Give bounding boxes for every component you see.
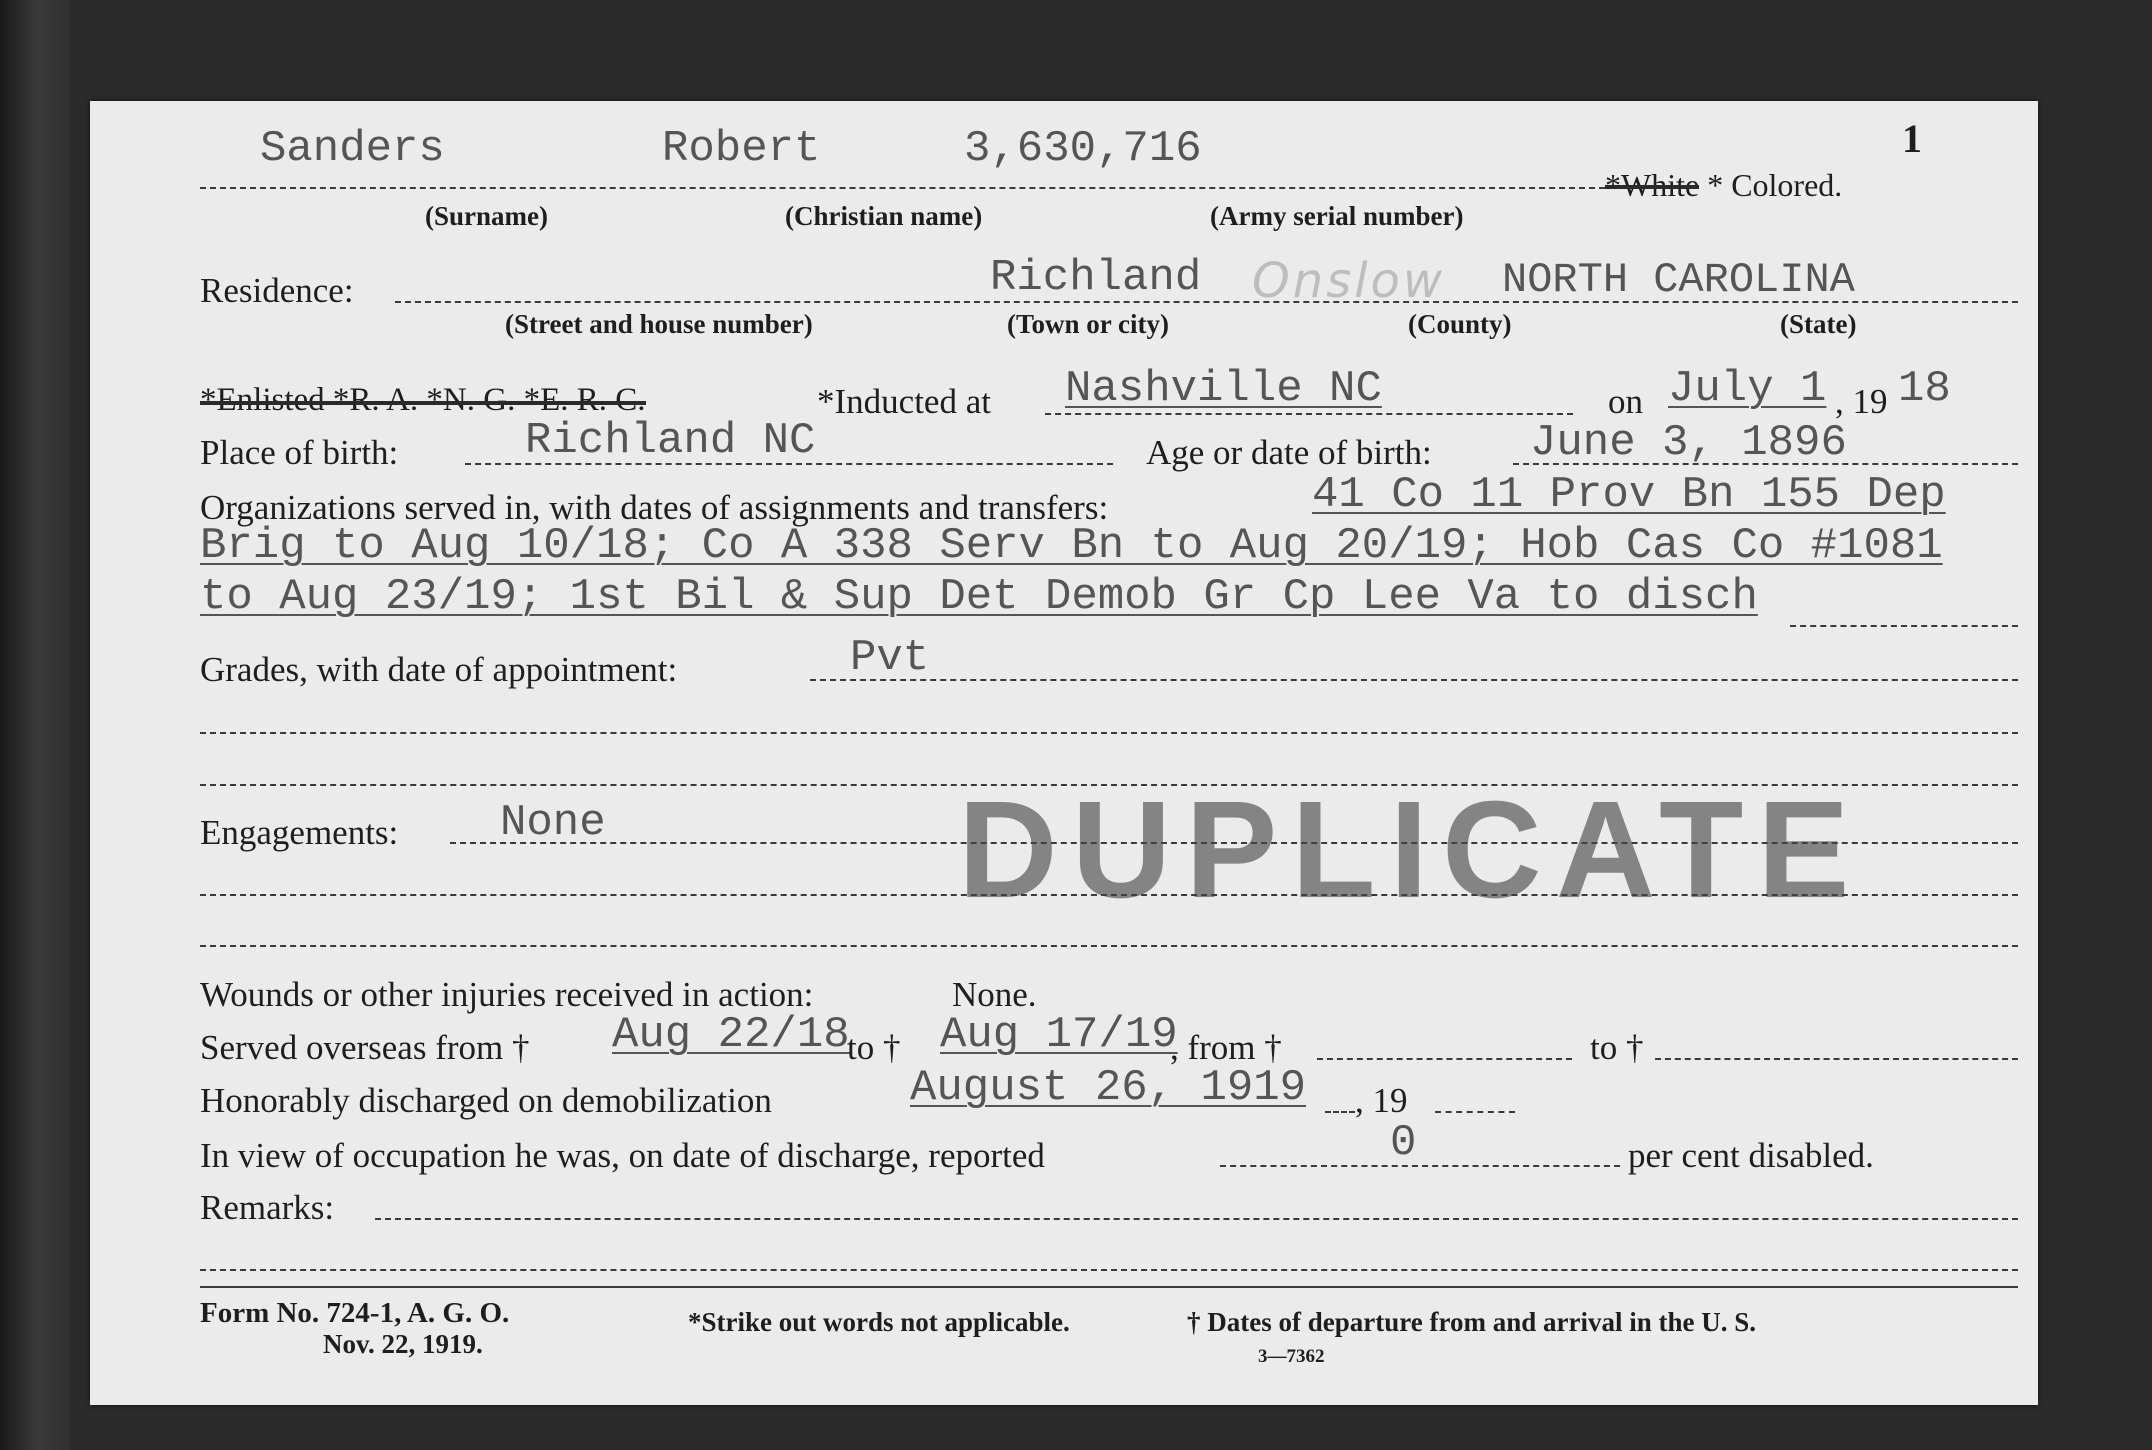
- disability-label: In view of occupation he was, on date of discharge, reported: [200, 1136, 1045, 1175]
- grades-rule-2: [200, 732, 2018, 734]
- overseas-from-date: Aug 22/18: [612, 1010, 850, 1060]
- discharge-rule: [1325, 1111, 1355, 1113]
- surname-value: Sanders: [260, 124, 445, 174]
- induction-year-prefix: , 19: [1835, 382, 1888, 421]
- residence-town: Richland: [990, 253, 1202, 303]
- footer-rule: [200, 1286, 2018, 1288]
- strike-note: *Strike out words not applicable.: [688, 1307, 1070, 1337]
- organizations-line-2: Brig to Aug 10/18; Co A 338 Serv Bn to Aug 20/19; Hob Cas Co #1081: [200, 521, 1943, 571]
- grades-value: Pvt: [850, 633, 930, 683]
- discharge-year-prefix: , 19: [1355, 1081, 1408, 1120]
- on-label: on: [1608, 382, 1643, 421]
- disability-suffix: per cent disabled.: [1628, 1136, 1874, 1175]
- induction-year-suffix: 18: [1898, 364, 1951, 414]
- print-code: 3—7362: [1258, 1346, 1325, 1367]
- discharge-label: Honorably discharged on demobilization: [200, 1081, 772, 1120]
- overseas-label: Served overseas from †: [200, 1028, 530, 1067]
- form-number: Form No. 724-1, A. G. O.: [200, 1297, 510, 1329]
- street-caption: (Street and house number): [505, 309, 813, 339]
- overseas-from-rule-2: [1317, 1058, 1572, 1060]
- engagements-value: None: [500, 798, 606, 848]
- serial-number-caption: (Army serial number): [1210, 201, 1464, 231]
- engagements-label: Engagements:: [200, 813, 399, 852]
- overseas-to-label: to †: [847, 1028, 901, 1067]
- organizations-line-3: to Aug 23/19; 1st Bil & Sup Det Demob Gr Cp Lee Va to disch: [200, 572, 1758, 622]
- remarks-rule-2: [200, 1269, 2018, 1271]
- town-caption: (Town or city): [1007, 309, 1169, 339]
- overseas-to-label-2: to †: [1590, 1028, 1644, 1067]
- disability-value: 0: [1390, 1118, 1417, 1168]
- state-caption: (State): [1780, 309, 1857, 339]
- wounds-value: None.: [952, 975, 1037, 1014]
- grades-label: Grades, with date of appointment:: [200, 650, 678, 689]
- christian-name-value: Robert: [662, 124, 821, 174]
- dagger-note: † Dates of departure from and arrival in the U. S.: [1187, 1307, 1756, 1337]
- serial-number-value: 3,630,716: [964, 124, 1202, 174]
- microfilm-border: [0, 0, 70, 1450]
- enlistment-struck: *Enlisted *R. A. *N. G. *E. R. C.: [200, 382, 646, 418]
- inducted-label: *Inducted at: [817, 382, 991, 421]
- birth-place-label: Place of birth:: [200, 433, 399, 472]
- induction-date: July 1: [1668, 364, 1827, 414]
- organizations-rule: [1790, 625, 2018, 627]
- county-caption: (County): [1408, 309, 1512, 339]
- race-white-struck: *White: [1605, 167, 1700, 203]
- engagements-rule-3: [200, 945, 2018, 947]
- birth-place-value: Richland NC: [525, 416, 816, 466]
- remarks-label: Remarks:: [200, 1188, 335, 1227]
- remarks-rule: [375, 1218, 2018, 1220]
- residence-county-handwritten: Onslow: [1252, 253, 1446, 309]
- disability-rule: [1220, 1165, 1620, 1167]
- residence-state: NORTH CAROLINA: [1502, 256, 1855, 304]
- overseas-from-label-2: , from †: [1170, 1028, 1282, 1067]
- surname-caption: (Surname): [425, 201, 548, 231]
- header-rule: [200, 187, 1605, 189]
- overseas-to-rule-2: [1655, 1058, 2018, 1060]
- race-colored: * Colored.: [1707, 167, 1843, 203]
- wounds-label: Wounds or other injuries received in action:: [200, 975, 814, 1014]
- christian-name-caption: (Christian name): [785, 201, 983, 231]
- organizations-label: Organizations served in, with dates of assignments and transfers:: [200, 488, 1109, 527]
- organizations-line-1: 41 Co 11 Prov Bn 155 Dep: [1312, 470, 1946, 520]
- induction-place: Nashville NC: [1065, 364, 1382, 414]
- race-field: [1605, 169, 1842, 201]
- birth-date-value: June 3, 1896: [1530, 418, 1847, 468]
- form-date: Nov. 22, 1919.: [323, 1329, 483, 1359]
- residence-label: Residence:: [200, 271, 354, 310]
- grades-rule: [810, 679, 2018, 681]
- duplicate-stamp: DUPLICATE: [958, 773, 1864, 927]
- birth-date-label: Age or date of birth:: [1146, 433, 1432, 472]
- discharge-date: August 26, 1919: [910, 1063, 1307, 1113]
- service-card: [90, 101, 2038, 1405]
- card-number: 1: [1902, 116, 1922, 161]
- overseas-to-date: Aug 17/19: [940, 1010, 1178, 1060]
- discharge-year-rule: [1435, 1111, 1515, 1113]
